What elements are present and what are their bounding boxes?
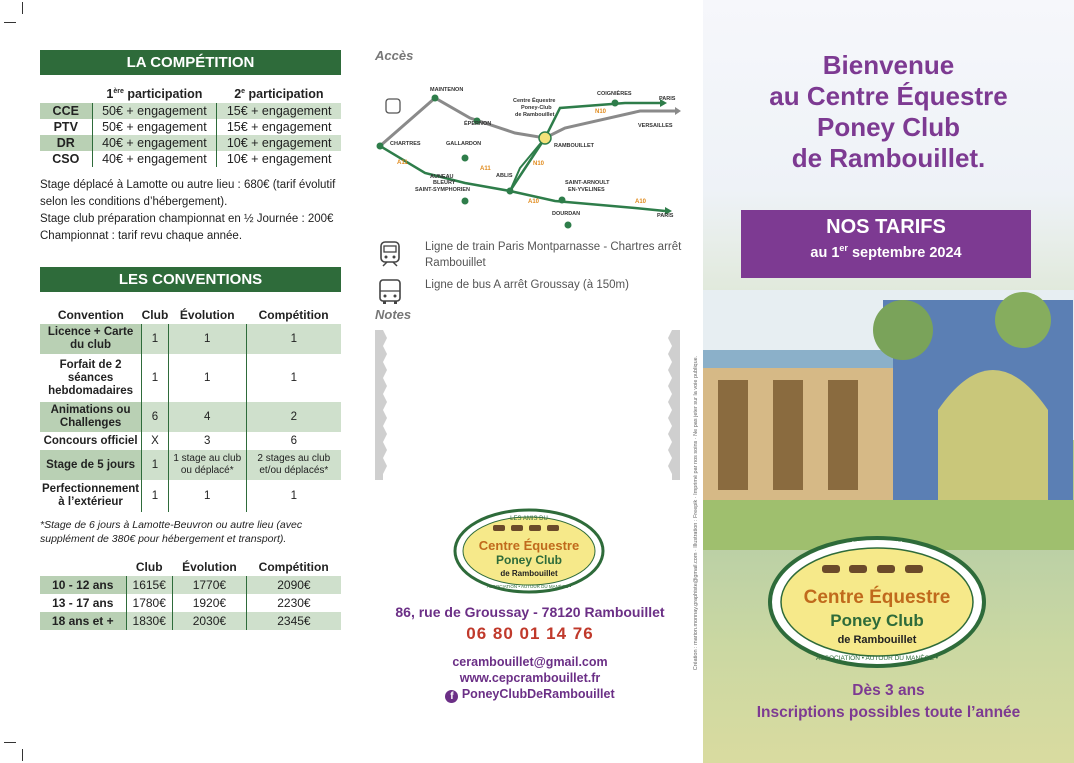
club-logo — [453, 508, 605, 594]
notes-title: Notes — [375, 307, 412, 322]
train-icon — [375, 239, 405, 269]
website-link[interactable]: www.cepcrambouillet.fr — [459, 671, 601, 685]
access-title: Accès — [375, 48, 414, 63]
logo-line2: Poney Club — [495, 553, 563, 567]
bus-info: Ligne de bus A arrêt Groussay (à 150m) — [375, 277, 685, 307]
logo-line3: de Rambouillet — [500, 569, 558, 578]
map-dot — [612, 100, 619, 107]
train-icon — [386, 99, 400, 113]
stable-illustration — [703, 290, 1074, 550]
logo-top-text: LES AMIS DU — [851, 540, 903, 549]
logo-top-text: LES AMIS DU — [510, 516, 548, 522]
access-map: MAINTENON ÉPERNON CHARTRES GALLARDON AUNEAU BLEURY SAINT-SYMPHORIEN ABLIS DOURDAN SAINT-ARNOULT EN-YVELINES RAMBOUILLET COIGNIÈRES PARIS VERSAILLES PARIS Centre Équestre Poney-Club de Rambouillet A11 A11 A10 A10 N10 N10 — [375, 63, 685, 233]
table-row: 13 - 17 ans 1780€ 1920€ 2230€ — [40, 594, 341, 612]
crop-mark — [4, 742, 16, 743]
access-panel — [375, 48, 685, 307]
table-row: Stage de 5 jours 1 1 stage au club ou déplacé* 2 stages au club et/ou déplacés* — [40, 450, 341, 480]
conventions-header: LES CONVENTIONS — [40, 267, 341, 292]
table-row: 10 - 12 ans 1615€ 1770€ 2090€ — [40, 576, 341, 594]
logo-bottom-text: ASSOCIATION • AUTOUR DU MANÈGE • — [486, 584, 572, 589]
map-dot — [565, 222, 572, 229]
logo-line3: de Rambouillet — [837, 634, 917, 646]
centre-marker-icon — [539, 132, 551, 144]
address: 86, rue de Groussay - 78120 Rambouillet — [395, 604, 665, 620]
credits: Création : marion.monnay.graphiste@gmail.com · Illustration : Freepik · Imprimé par nos soins · Ne pas jeter sur la voie publique. — [693, 355, 699, 671]
cover-panel — [703, 0, 1074, 763]
club-logo-large — [767, 535, 987, 670]
arrow-icon — [675, 107, 681, 115]
competition-notes: Stage déplacé à Lamotte ou autre lieu : 680€ (tarif évolutif selon les conditions d’hébergement). Stage club préparation championnat en ½ Journée : 200€ Championnat : tarif revu chaque année. — [40, 179, 336, 242]
notes-section — [375, 307, 685, 480]
transport-info — [375, 239, 685, 307]
conventions-footnote: *Stage de 6 jours à Lamotte-Beuvron ou autre lieu (avec supplément de 380€ pour hébergement et transport). — [40, 519, 303, 545]
zigzag-border-icon — [668, 330, 680, 480]
map-dot — [462, 198, 469, 205]
facebook-icon: f — [445, 690, 458, 703]
crop-mark — [22, 749, 23, 761]
table-row: Licence + Carte du club 1 1 1 — [40, 324, 341, 354]
table-row: CSO 40€ + engagement 10€ + engagement — [40, 151, 341, 167]
map-dot — [432, 95, 439, 102]
table-row: DR 40€ + engagement 10€ + engagement — [40, 135, 341, 151]
contact-block — [375, 604, 685, 703]
notes-area[interactable] — [375, 330, 685, 480]
facebook-link[interactable]: f PoneyClubDeRambouillet — [375, 686, 685, 703]
logo-line1: Centre Équestre — [803, 587, 951, 608]
age-pricing-table: Club Évolution Compétition 10 - 12 ans 1615€ 1770€ 2090€ 13 - 17 ans 1780€ 1920€ 2230€ 18 ans et + 1830€ 2030€ 2345€ — [40, 558, 341, 630]
pricing-panel — [40, 50, 341, 630]
map-dot — [462, 155, 469, 162]
logo-line2: Poney Club — [830, 611, 924, 630]
logo-bottom-text: ASSOCIATION • AUTOUR DU MANÈGE • — [815, 655, 939, 662]
conventions-table: Convention Club Évolution Compétition Licence + Carte du club 1 1 1 Forfait de 2 séances hebdomadaires 1 1 1 Animations ou Challenges 6 4 2 Concours officiel X 3 6 Stage de 5 jours 1 1 stage au club ou déplacé* 2 stages au club et/ou déplacés* Perfectionnement à l’extérieur 1 1 1 — [40, 306, 341, 512]
phone-link[interactable]: 06 80 01 14 76 — [466, 624, 594, 643]
email-link[interactable]: cerambouillet@gmail.com — [452, 655, 608, 669]
welcome-title: Bienvenue au Centre Équestre Poney Club de Rambouillet. — [769, 50, 1008, 173]
table-row: 18 ans et + 1830€ 2030€ 2345€ — [40, 612, 341, 630]
map-dot — [377, 143, 384, 150]
crop-mark — [22, 2, 23, 14]
table-row: PTV 50€ + engagement 15€ + engagement — [40, 119, 341, 135]
zigzag-border-icon — [375, 330, 387, 480]
bus-icon — [375, 277, 405, 307]
map-dot — [559, 197, 566, 204]
logo-line1: Centre Équestre — [478, 538, 580, 553]
competition-table — [40, 85, 341, 167]
crop-mark — [4, 22, 16, 23]
registration-note: Dès 3 ans Inscriptions possibles toute l’année — [756, 682, 1021, 721]
road-map-svg — [375, 63, 685, 233]
map-dot — [507, 188, 514, 195]
first-participation-header: 1ère participation — [106, 87, 203, 101]
table-row: Perfectionnement à l’extérieur 1 1 1 — [40, 480, 341, 512]
table-row: CCE 50€ + engagement 15€ + engagement — [40, 103, 341, 119]
table-row: Concours officiel X 3 6 — [40, 432, 341, 450]
table-row: Forfait de 2 séances hebdomadaires 1 1 1 — [40, 354, 341, 402]
tarifs-ribbon: NOS TARIFS au 1er septembre 2024 — [741, 210, 1031, 278]
competition-header: LA COMPÉTITION — [40, 50, 341, 75]
train-info: Ligne de train Paris Montparnasse - Chartres arrêt Rambouillet — [375, 239, 685, 271]
table-row: Animations ou Challenges 6 4 2 — [40, 402, 341, 432]
second-participation-header: 2e participation — [234, 87, 324, 101]
